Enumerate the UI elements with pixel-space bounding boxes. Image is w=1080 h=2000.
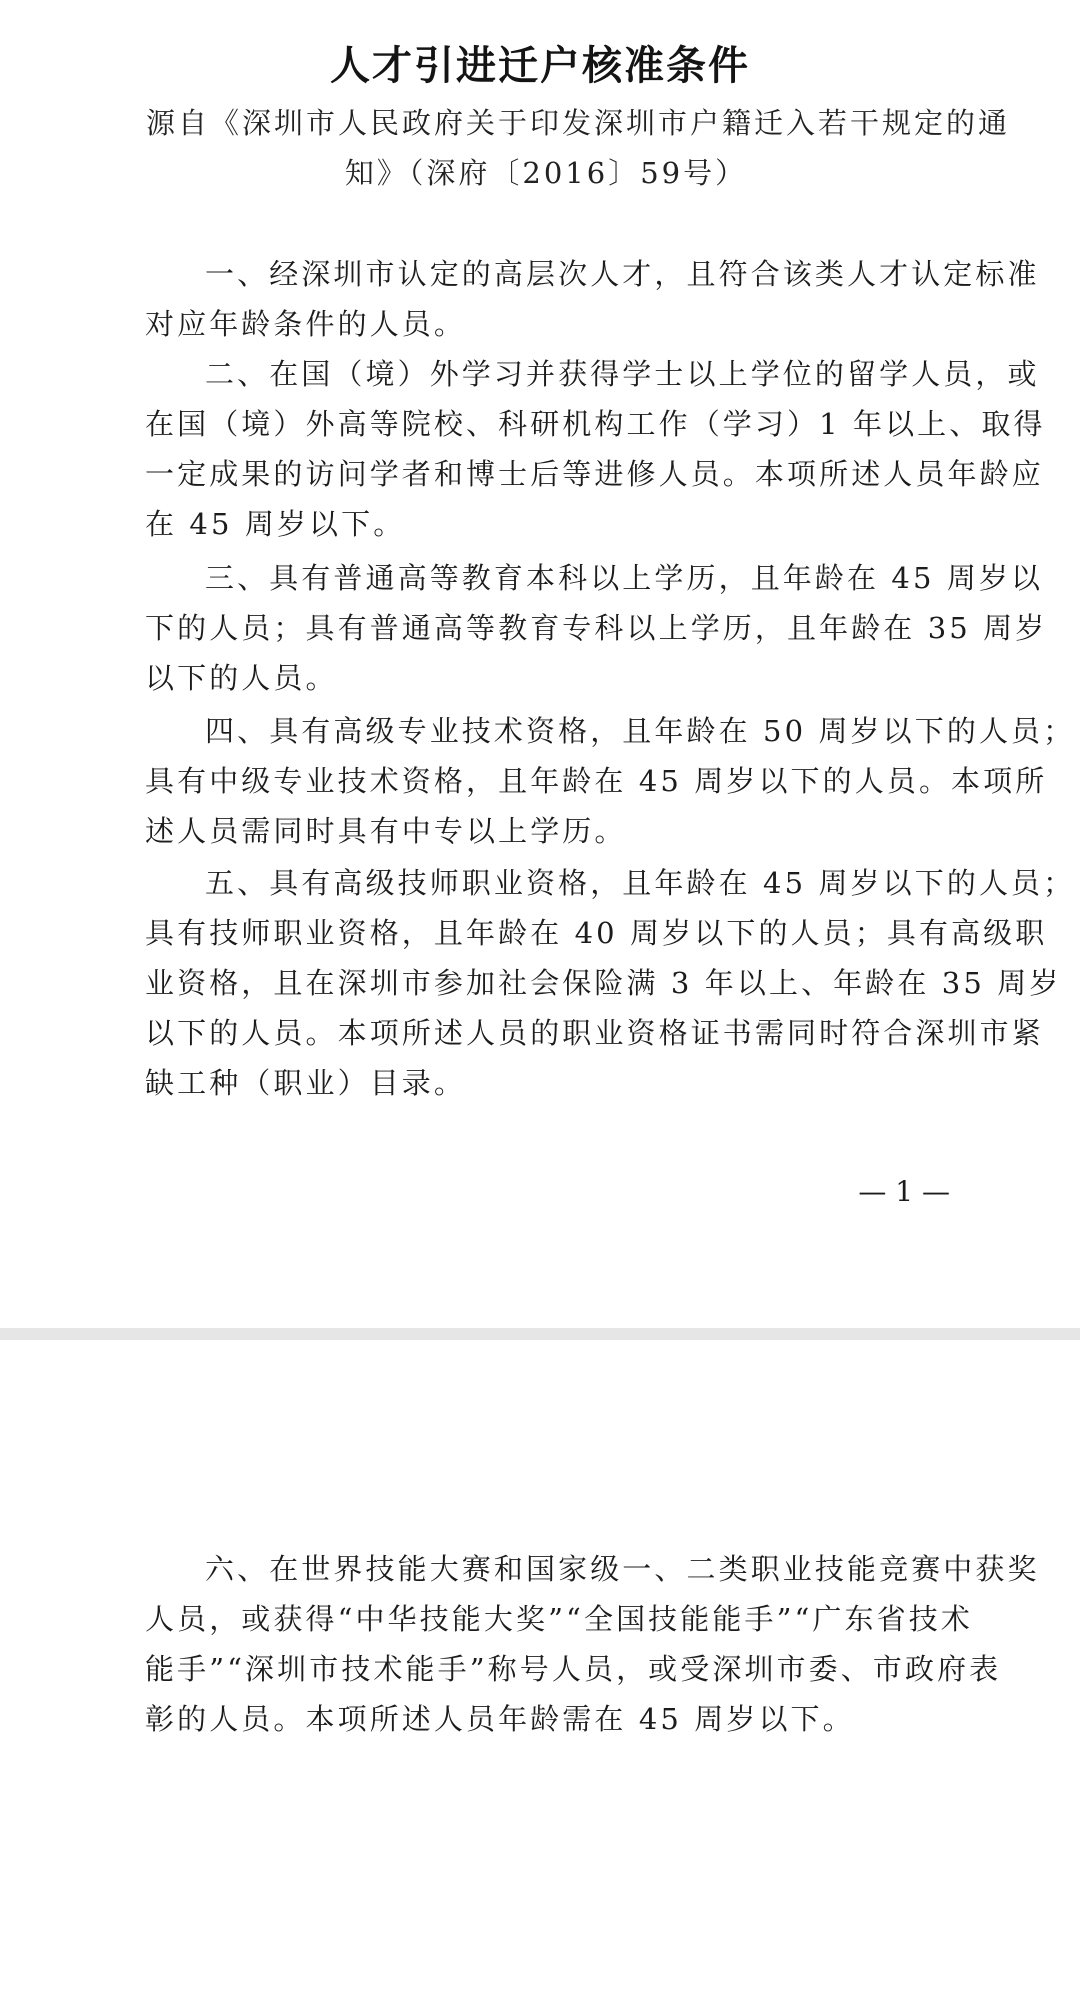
text-line: 具有中级专业技术资格，且年龄在 45 周岁以下的人员。本项所	[145, 764, 1048, 798]
clause-3	[145, 553, 1048, 703]
text-line: 二、在国（境）外学习并获得学士以上学位的留学人员，或	[205, 357, 1040, 391]
clause-6-text	[145, 1544, 1040, 1744]
clause-3-text	[145, 553, 1048, 703]
clause-5-text	[145, 858, 1076, 1108]
clause-5	[145, 858, 1076, 1108]
clause-4	[145, 706, 1076, 856]
page-separator	[0, 1328, 1080, 1340]
page-number: — 1 —	[858, 1175, 950, 1208]
text-line: 具有技师职业资格，且年龄在 40 周岁以下的人员；具有高级职	[145, 916, 1048, 950]
text-line: 以下的人员。	[145, 661, 338, 695]
text-line: 述人员需同时具有中专以上学历。	[145, 814, 627, 848]
text-line: 人员，或获得“中华技能大奖”“全国技能能手”“广东省技术	[145, 1602, 973, 1636]
subtitle-line: 知》（深府〔2016〕59号）	[344, 156, 748, 190]
text-line: 在国（境）外高等院校、科研机构工作（学习）1 年以上、取得	[145, 407, 1046, 441]
clause-1-text	[145, 249, 1040, 349]
clause-1	[145, 249, 1040, 349]
text-line: 四、具有高级专业技术资格，且年龄在 50 周岁以下的人员；	[205, 714, 1076, 748]
text-line: 能手”“深圳市技术能手”称号人员，或受深圳市委、市政府表	[145, 1652, 1002, 1686]
text-line: 业资格，且在深圳市参加社会保险满 3 年以上、年龄在 35 周岁	[145, 966, 1062, 1000]
document-page-2	[0, 1340, 1080, 2000]
text-line: 彰的人员。本项所述人员年龄需在 45 周岁以下。	[145, 1702, 855, 1736]
subtitle-line: 源自《深圳市人民政府关于印发深圳市户籍迁入若干规定的通	[146, 106, 1011, 140]
text-line: 在 45 周岁以下。	[145, 507, 406, 541]
clause-4-text	[145, 706, 1076, 856]
clause-2	[145, 349, 1046, 549]
text-line: 三、具有普通高等教育本科以上学历，且年龄在 45 周岁以	[205, 561, 1044, 595]
document-source-subtitle	[146, 98, 1011, 198]
clause-6	[145, 1544, 1040, 1744]
text-line: 六、在世界技能大赛和国家级一、二类职业技能竞赛中获奖	[205, 1552, 1040, 1586]
text-line: 一定成果的访问学者和博士后等进修人员。本项所述人员年龄应	[145, 457, 1044, 491]
text-line: 下的人员；具有普通高等教育专科以上学历，且年龄在 35 周岁	[145, 611, 1048, 645]
text-line: 以下的人员。本项所述人员的职业资格证书需同时符合深圳市紧	[145, 1016, 1044, 1050]
text-line: 五、具有高级技师职业资格，且年龄在 45 周岁以下的人员；	[205, 866, 1076, 900]
clause-2-text	[145, 349, 1046, 549]
text-line: 一、经深圳市认定的高层次人才，且符合该类人才认定标准	[205, 257, 1040, 291]
document-title: 人才引进迁户核准条件	[330, 42, 750, 89]
text-line: 缺工种（职业）目录。	[145, 1066, 467, 1100]
text-line: 对应年龄条件的人员。	[145, 307, 467, 341]
